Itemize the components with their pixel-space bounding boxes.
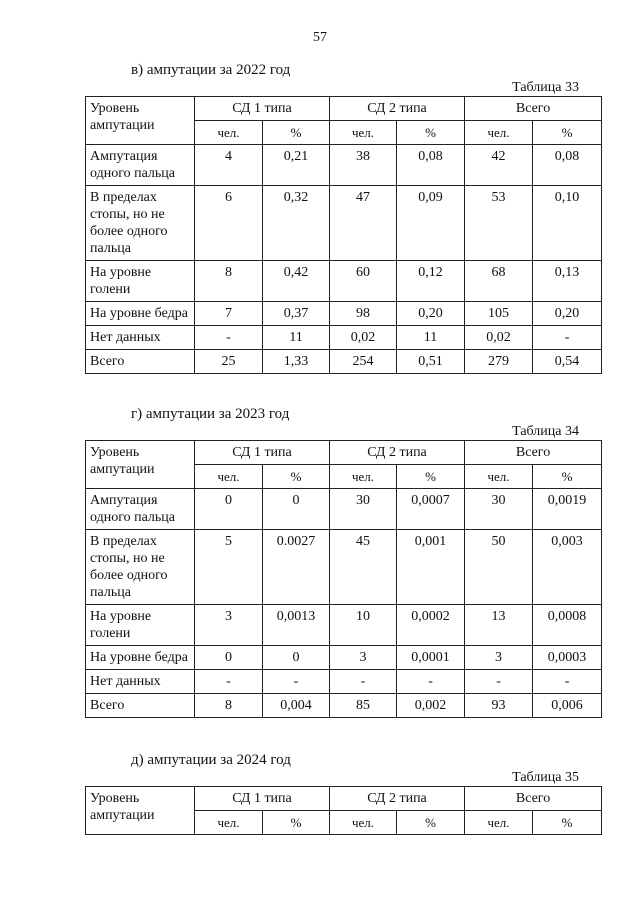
table-cell: 7: [195, 302, 263, 326]
table-cell: 0,09: [397, 186, 465, 261]
row-label: На уровне голени: [86, 605, 195, 646]
table-cell: 85: [330, 694, 397, 718]
header-subcolumn: чел.: [195, 465, 263, 489]
table-cell: 0,10: [533, 186, 602, 261]
table-cell: 0,12: [397, 261, 465, 302]
table-cell: 11: [397, 326, 465, 350]
table-cell: 98: [330, 302, 397, 326]
table-cell: -: [263, 670, 330, 694]
row-label: Ампутация одного пальца: [86, 489, 195, 530]
table-cell: 0,001: [397, 530, 465, 605]
header-subcolumn: чел.: [330, 811, 397, 835]
header-subcolumn: %: [263, 121, 330, 145]
table-cell: 254: [330, 350, 397, 374]
table-cell: 4: [195, 145, 263, 186]
row-label: В пределах стопы, но не более одного пальца: [86, 186, 195, 261]
table-cell: 0,0013: [263, 605, 330, 646]
row-label: В пределах стопы, но не более одного пальца: [86, 530, 195, 605]
header-group: СД 2 типа: [330, 97, 465, 121]
table-cell: 0,006: [533, 694, 602, 718]
table-cell: 0,32: [263, 186, 330, 261]
table-cell: 0,0001: [397, 646, 465, 670]
table-cell: 3: [195, 605, 263, 646]
header-subcolumn: %: [533, 121, 602, 145]
header-subcolumn: чел.: [330, 465, 397, 489]
header-group: Всего: [465, 787, 602, 811]
amputation-table: [85, 440, 602, 718]
table-cell: 13: [465, 605, 533, 646]
header-level-label: Уровень ампутации: [86, 787, 195, 835]
header-group: СД 2 типа: [330, 441, 465, 465]
table-cell: 0,02: [465, 326, 533, 350]
header-subcolumn: %: [263, 465, 330, 489]
table-row: [86, 145, 602, 186]
table-row: [86, 261, 602, 302]
table-row: [86, 646, 602, 670]
header-group: Всего: [465, 441, 602, 465]
table-cell: 60: [330, 261, 397, 302]
table-cell: 279: [465, 350, 533, 374]
header-group: СД 1 типа: [195, 787, 330, 811]
table-cell: 0: [195, 489, 263, 530]
row-label: Нет данных: [86, 670, 195, 694]
row-label: Всего: [86, 350, 195, 374]
table-row: [86, 302, 602, 326]
table-caption: Таблица 35: [512, 770, 579, 785]
table-cell: 0,02: [330, 326, 397, 350]
row-label: Ампутация одного пальца: [86, 145, 195, 186]
table-cell: 10: [330, 605, 397, 646]
header-level-label: Уровень ампутации: [86, 441, 195, 489]
table-row: [86, 326, 602, 350]
table-cell: 0,002: [397, 694, 465, 718]
row-label: Всего: [86, 694, 195, 718]
table-cell: 8: [195, 261, 263, 302]
header-subcolumn: %: [533, 465, 602, 489]
table-cell: 0: [195, 646, 263, 670]
table-cell: 68: [465, 261, 533, 302]
table-cell: 0,0007: [397, 489, 465, 530]
header-group: СД 1 типа: [195, 441, 330, 465]
header-subcolumn: %: [397, 121, 465, 145]
table-cell: -: [330, 670, 397, 694]
table-cell: 53: [465, 186, 533, 261]
table-cell: 30: [330, 489, 397, 530]
table-cell: 6: [195, 186, 263, 261]
header-subcolumn: чел.: [330, 121, 397, 145]
section-heading: д) ампутации за 2024 год: [131, 752, 291, 768]
header-subcolumn: чел.: [465, 121, 533, 145]
row-label: На уровне бедра: [86, 302, 195, 326]
table-cell: 50: [465, 530, 533, 605]
table-cell: -: [533, 326, 602, 350]
table-cell: 3: [330, 646, 397, 670]
table-cell: 0,51: [397, 350, 465, 374]
table-cell: 0,0008: [533, 605, 602, 646]
table-cell: -: [533, 670, 602, 694]
header-subcolumn: %: [263, 811, 330, 835]
table-cell: 0,0019: [533, 489, 602, 530]
table-cell: 3: [465, 646, 533, 670]
table-cell: -: [465, 670, 533, 694]
amputation-table: [85, 786, 602, 835]
table-cell: 0: [263, 489, 330, 530]
table-cell: 0.0027: [263, 530, 330, 605]
page-number: 57: [313, 30, 327, 45]
table-row: [86, 670, 602, 694]
table-cell: -: [195, 670, 263, 694]
table-cell: 8: [195, 694, 263, 718]
header-group: Всего: [465, 97, 602, 121]
table-cell: 5: [195, 530, 263, 605]
table-cell: 0,004: [263, 694, 330, 718]
table-cell: 0,08: [533, 145, 602, 186]
table-cell: 11: [263, 326, 330, 350]
table-cell: 0: [263, 646, 330, 670]
table-cell: 0,54: [533, 350, 602, 374]
header-subcolumn: чел.: [195, 811, 263, 835]
table-cell: 0,13: [533, 261, 602, 302]
table-cell: 0,20: [397, 302, 465, 326]
header-level-label: Уровень ампутации: [86, 97, 195, 145]
section-heading: г) ампутации за 2023 год: [131, 406, 290, 422]
header-subcolumn: %: [397, 811, 465, 835]
table-cell: 0,0003: [533, 646, 602, 670]
row-label: На уровне голени: [86, 261, 195, 302]
table-cell: 45: [330, 530, 397, 605]
table-row: [86, 605, 602, 646]
header-subcolumn: %: [533, 811, 602, 835]
header-subcolumn: чел.: [195, 121, 263, 145]
row-label: На уровне бедра: [86, 646, 195, 670]
header-subcolumn: %: [397, 465, 465, 489]
section-heading: в) ампутации за 2022 год: [131, 62, 291, 78]
amputation-table: [85, 96, 602, 374]
table-cell: 93: [465, 694, 533, 718]
table-caption: Таблица 34: [512, 424, 579, 439]
table-cell: 0,0002: [397, 605, 465, 646]
table-cell: -: [195, 326, 263, 350]
table-cell: 0,21: [263, 145, 330, 186]
table-cell: 0,003: [533, 530, 602, 605]
table-cell: 42: [465, 145, 533, 186]
header-subcolumn: чел.: [465, 811, 533, 835]
table-cell: 0,08: [397, 145, 465, 186]
table-row: [86, 530, 602, 605]
table-cell: 1,33: [263, 350, 330, 374]
table-cell: 0,37: [263, 302, 330, 326]
row-label: Нет данных: [86, 326, 195, 350]
table-row: [86, 489, 602, 530]
table-cell: 25: [195, 350, 263, 374]
table-cell: 0,42: [263, 261, 330, 302]
table-caption: Таблица 33: [512, 80, 579, 95]
table-cell: 30: [465, 489, 533, 530]
table-row: [86, 186, 602, 261]
header-group: СД 1 типа: [195, 97, 330, 121]
table-cell: 105: [465, 302, 533, 326]
header-group: СД 2 типа: [330, 787, 465, 811]
table-cell: 0,20: [533, 302, 602, 326]
header-subcolumn: чел.: [465, 465, 533, 489]
table-row: [86, 694, 602, 718]
table-cell: 38: [330, 145, 397, 186]
table-row: [86, 350, 602, 374]
table-cell: -: [397, 670, 465, 694]
table-cell: 47: [330, 186, 397, 261]
